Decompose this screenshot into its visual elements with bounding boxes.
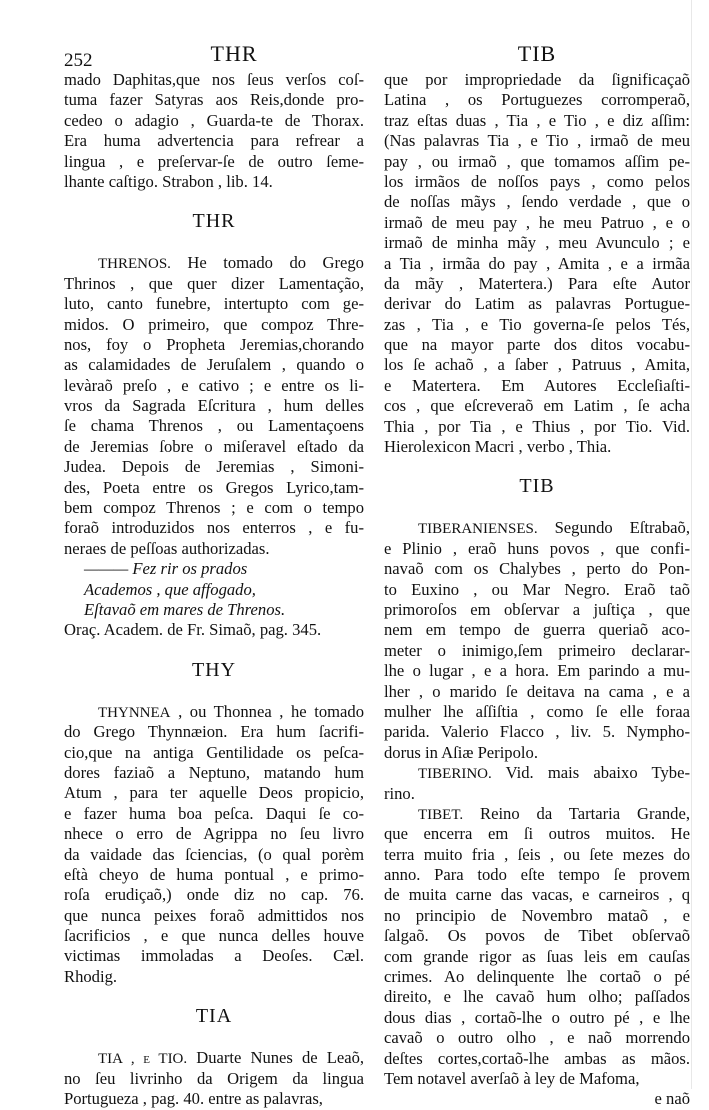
entry-text: com grande rigor as ſuas leis em cauſas (384, 946, 690, 966)
section-heading: TIB (519, 475, 555, 498)
entry-text: dous dias , cortaõ-lhe o outro pé , e lhe (384, 1007, 690, 1027)
right-sections (384, 475, 690, 1109)
entry-text: terra muito fria , ſeis , ou ſete mezes do (384, 844, 690, 864)
text-line: pay , ou irmaõ , que tomamos aſſim pe- (384, 151, 690, 171)
text-line (64, 743, 364, 763)
text-line: los irmãos de noſſos pays , como pelos (384, 171, 690, 191)
entry-text: lhe o lugar , e a hora. Em parindo a mu- (384, 661, 690, 681)
citation: Oraç. Academ. de Fr. Simaõ, pag. 345. (64, 620, 322, 640)
section-heading: THR (192, 210, 236, 233)
text-line (64, 376, 364, 396)
entry-text: crimes. Ao delinquente lhe cortaõ o pé (384, 967, 690, 987)
left-sections (64, 210, 364, 1109)
entry-text: no principio de Novembro mataõ , e (384, 905, 690, 925)
text-line: que por impropriedade da ſignificaçaõ (384, 70, 690, 89)
text-line: irmaõ de meu pay , he meu Patruo , e o (384, 212, 690, 232)
entry-text: Segundo Eſtrabaõ, (554, 518, 690, 538)
entry-text: rino. (384, 783, 415, 803)
entry-text: parida. Valerio Flacco , liv. 5. Nympho- (384, 722, 690, 742)
entry-headword: THRENOS. (98, 256, 171, 273)
text-line (384, 804, 690, 824)
running-head-left: THR (210, 41, 258, 66)
text-line: Thia , por Tia , e Thius , por Tio. Vid. (384, 416, 690, 436)
entry-text: navaõ com os Chalybes , perto do Pon- (384, 559, 690, 579)
text-line (64, 518, 364, 538)
scan-edge-line (691, 0, 692, 1089)
entry-text: e Plinio , eraõ huns povos , que confi- (384, 538, 690, 558)
text-line (384, 722, 690, 742)
text-line (64, 355, 364, 375)
text-line: cos , que eſcreveraõ em Latim , ſe acha (384, 396, 690, 416)
text-line: irmaõ de minha mãy , meu Avunculo ; e (384, 233, 690, 253)
dictionary-entry (384, 763, 690, 804)
dictionary-entry (64, 1048, 364, 1109)
entry-text: mulher lhe aſſiſtia , como ſe elle foraa (384, 701, 690, 721)
verse-line: ——— Fez rir os prados (84, 559, 248, 579)
text-line (384, 641, 690, 661)
text-line (64, 274, 364, 294)
text-line (384, 1008, 690, 1028)
page-number: 252 (64, 50, 93, 71)
entry-text: direito, e lhe cavaõ hum olho; paſſados (384, 987, 690, 1007)
text-line (64, 702, 364, 722)
entry-text: Portugueza , pag. 40. entre as palavras, (64, 1089, 323, 1109)
entry-text: foraõ introduzidos nos enterros , e fu- (64, 518, 364, 538)
text-line: que na mayor parte dos ditos vocabu- (384, 335, 690, 355)
text-line: lingua , e preſervar-ſe de outro ſeme- (64, 151, 364, 171)
dictionary-entry (64, 253, 364, 640)
text-line (384, 539, 690, 559)
text-line (64, 335, 364, 355)
entry-text: do Grego Thynnæion. Era hum ſacrifi- (64, 722, 364, 742)
text-line (384, 600, 690, 620)
text-line: lhante caſtigo. Strabon , lib. 14. (64, 171, 273, 191)
entry-text: no ſeu livrinho da Origem da lingua (64, 1068, 364, 1088)
entry-text: deſtes cortes,cortaõ-lhe ambas as mãos. (384, 1048, 690, 1068)
text-line (384, 702, 690, 722)
text-line (64, 498, 364, 518)
text-line (384, 743, 690, 763)
entry-text: , ou Thonnea , he tomado (178, 701, 364, 721)
text-line (64, 457, 364, 477)
entry-text: nhece o erro de Agrippa no ſeu livro (64, 824, 364, 844)
text-line (64, 865, 364, 885)
verse-line: Eſtavaõ em mares de Threnos. (84, 599, 286, 619)
entry-text: dores faziaõ a Neptuno, matando hum (64, 762, 364, 782)
continuation-text-right (384, 70, 690, 457)
text-line (384, 784, 690, 804)
entry-text: anno. Para todo eſte tempo ſe provem (384, 865, 690, 885)
text-line: (Nas palavras Tia , e Tio , irmaõ de meu (384, 131, 690, 151)
text-line (384, 580, 690, 600)
text-line (384, 620, 690, 640)
entry-text: dorus in Aſiæ Peripolo. (384, 742, 538, 762)
text-line (384, 987, 690, 1007)
text-line (384, 763, 690, 783)
catchword: e naõ (654, 1089, 690, 1109)
entry-headword: TIA , e TIO. (98, 1051, 188, 1068)
entry-headword: TIBET. (418, 806, 464, 823)
text-line (384, 1069, 690, 1089)
text-line (64, 967, 364, 987)
text-line (64, 478, 364, 498)
text-line (64, 804, 364, 824)
text-line: traz eſtas duas , Tia , e Tio , e diz aſſim: (384, 110, 690, 130)
text-line (64, 722, 364, 742)
text-line (64, 824, 364, 844)
entry-headword: TIBERANIENSES. (418, 521, 538, 538)
entry-text: Rhodig. (64, 966, 118, 986)
text-line: Hierolexicon Macri , verbo , Thia. (384, 437, 612, 457)
verse-line: Academos , que affogado, (84, 579, 256, 599)
text-line (384, 947, 690, 967)
text-line (64, 253, 364, 273)
text-line (64, 396, 364, 416)
text-line (384, 824, 690, 844)
entry-text: cio,que na antiga Gentilidade os peſca- (64, 742, 364, 762)
entry-text: que encerra em ſi outros muitos. He (384, 824, 690, 844)
running-head-right: TIB (517, 41, 557, 66)
text-line (384, 926, 690, 946)
text-line (64, 906, 364, 926)
text-line: a Tia , irmãa do pay , Amita , e a irmãa (384, 253, 690, 273)
entry-text: ſalgaõ. Os povos de Tibet obſervaõ (384, 926, 690, 946)
entry-text: ſe chama Threnos , ou Lamentaçoens (64, 416, 364, 436)
entry-text: as calamidades de Jeruſalem , quando o (64, 355, 364, 375)
text-line (64, 1069, 364, 1089)
entry-text: neraes de peſſoas authorizadas. (64, 538, 270, 558)
text-line: Latina , os Portuguezes corromperaõ, (384, 90, 690, 110)
text-line (384, 1028, 690, 1048)
entry-text: luto, canto funebre, intertupto com ge- (64, 294, 364, 314)
entry-text: nos, foy o Propheta Jeremias,chorando (64, 334, 364, 354)
text-line (384, 885, 690, 905)
entry-text: da vaidade das ſciencias, (o qual porèm (64, 844, 364, 864)
entry-text: vros da Sagrada Eſcritura , hum delles (64, 396, 364, 416)
entry-text: Tem notavel averſaõ à ley de Mafoma, (384, 1068, 640, 1088)
text-line (64, 946, 364, 966)
entry-text: que nunca peixes foraõ admittidos nos (64, 905, 364, 925)
text-line: da mãy , Matertera.) Para eſte Autor (384, 273, 690, 293)
text-line (64, 885, 364, 905)
text-line (384, 845, 690, 865)
text-line: Era huma advertencia para refrear a (64, 131, 364, 151)
entry-headword: TIBERINO. (418, 766, 492, 783)
entry-text: roſa erudiçaõ,) onde diz no cap. 76. (64, 885, 364, 905)
text-line (384, 559, 690, 579)
entry-text: lher , o marido ſe deitava na cama , e a (384, 681, 690, 701)
text-line (384, 682, 690, 702)
entry-text: Judea. Depois de Jeremias , Simoni- (64, 457, 364, 477)
entry-text: de muita carne das vacas, e carneiros , q (384, 885, 690, 905)
text-line (64, 783, 364, 803)
left-column (64, 40, 364, 1109)
text-line (384, 865, 690, 885)
text-line: tuma fazer Satyras aos Reis,donde pro- (64, 90, 364, 110)
text-line (64, 845, 364, 865)
entry-text: ſacrificios , e que nunca delles houve (64, 926, 364, 946)
entry-text: primoroſos em obſervar a juſtiça , que (384, 599, 690, 619)
text-line: los ſe achaõ , a ſaber , Patruus , Amita, (384, 355, 690, 375)
entry-text: He tomado do Grego (187, 253, 364, 273)
text-line (384, 906, 690, 926)
text-line (384, 1049, 690, 1069)
entry-text: Reino da Tartaria Grande, (480, 803, 690, 823)
entry-text: meter o inimigo,ſem primeiro declarar- (384, 640, 690, 660)
entry-text: eſtà cheyo de huma pontual , e primo- (64, 864, 364, 884)
text-line (64, 1048, 364, 1068)
text-line (64, 763, 364, 783)
text-line: de noſſas mãys , ſendo verdade , que o (384, 192, 690, 212)
continuation-text-left (64, 70, 364, 192)
section-heading: TIA (195, 1005, 233, 1028)
text-line (64, 926, 364, 946)
entry-text: e fazer huma boa peſca. Daqui ſe co- (64, 803, 364, 823)
entry-text: Duarte Nunes de Leaõ, (196, 1048, 365, 1068)
text-line: e Matertera. Em Autores Eccleſiaſti- (384, 375, 690, 395)
text-line (64, 539, 364, 559)
dictionary-entry (384, 804, 690, 1110)
entry-headword: THYNNEA (98, 704, 171, 721)
entry-text: Vid. mais abaixo Tybe- (505, 763, 690, 783)
text-line (64, 416, 364, 436)
text-line (64, 294, 364, 314)
entry-text: nem em tempo de guerra queriaõ aco- (384, 620, 690, 640)
entry-text: des, Poeta entre os Gregos Lyrico,tam- (64, 477, 364, 497)
entry-text: to Euxino , ou Mar Negro. Eraõ taõ (384, 579, 690, 599)
text-line (64, 1089, 364, 1109)
right-column (384, 40, 690, 1110)
entry-text: de Jeremias ſobre o miſeravel eſtado da (64, 436, 364, 456)
text-line (64, 315, 364, 335)
entry-text: victimas immoladas a Deoſes. Cæl. (64, 946, 364, 966)
text-line (384, 661, 690, 681)
text-line: zas , Tia , e Tio governa-ſe pelos Tés, (384, 314, 690, 334)
dictionary-entry (384, 518, 690, 763)
text-line: derivar do Latim as palavras Portugue- (384, 294, 690, 314)
entry-text: cavaõ o outro olho , e naõ morrendo (384, 1028, 690, 1048)
text-line (384, 518, 690, 538)
entry-text: midos. O primeiro, que compoz Thre- (64, 314, 364, 334)
text-line: mado Daphitas,que nos ſeus verſos coſ- (64, 70, 364, 89)
text-line (64, 437, 364, 457)
section-heading: THY (191, 658, 237, 681)
dictionary-entry (64, 702, 364, 987)
entry-text: levàraõ preſo , e cativo ; e entre os li- (64, 375, 364, 395)
text-line: cedeo o adagio , Guarda-te de Thorax. (64, 110, 364, 130)
entry-text: bem compoz Threnos ; e com o tempo (64, 498, 364, 518)
entry-text: Atum , para ter aquelle Deos propicio, (64, 783, 364, 803)
entry-text: Thrinos , que quer dizer Lamentação, (64, 273, 364, 293)
text-line (384, 967, 690, 987)
